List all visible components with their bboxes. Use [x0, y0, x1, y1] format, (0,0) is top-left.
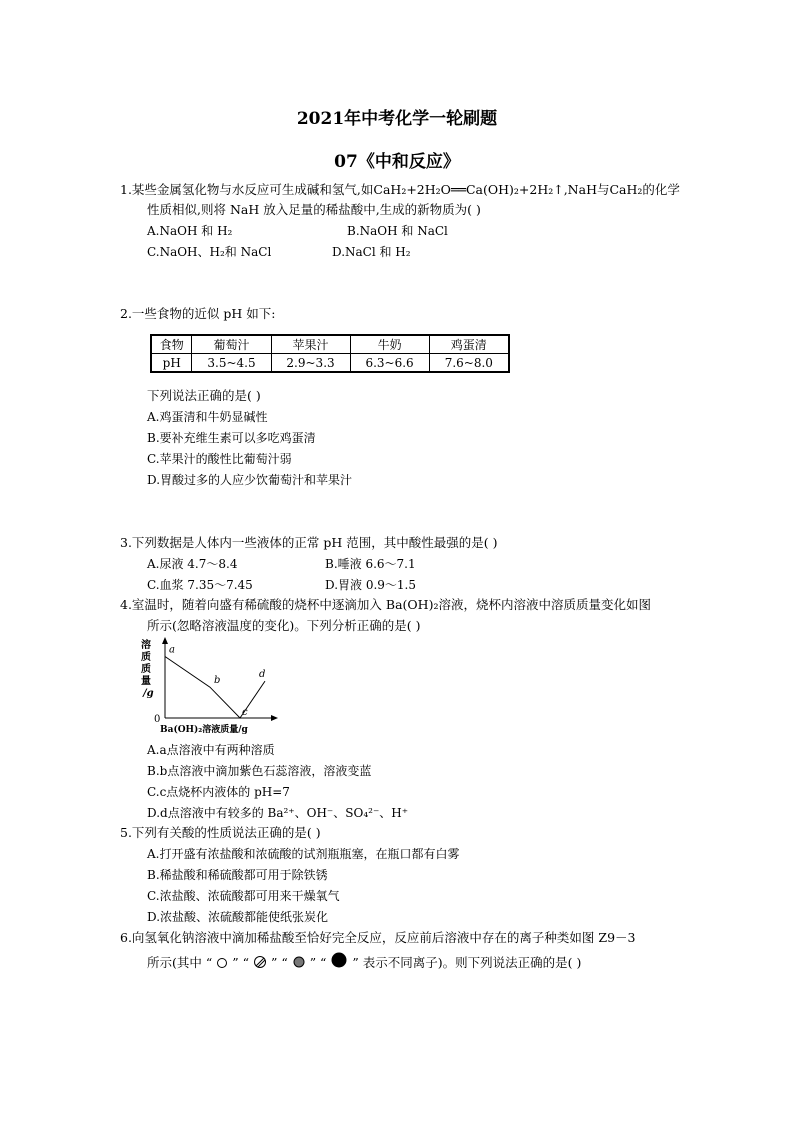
table-cell: 葡萄汁: [192, 335, 271, 354]
page-title: 2021年中考化学一轮刷题: [296, 109, 498, 129]
gray-circle-icon: [292, 955, 306, 969]
ph-table-value-row: [151, 354, 509, 373]
table-cell: 6.3~6.6: [350, 354, 429, 373]
q2-option-c: C.苹果汁的酸性比葡萄汁弱: [147, 452, 292, 466]
q6-line2: [147, 951, 581, 971]
page-subtitle: 07《中和反应》: [334, 152, 460, 172]
table-cell: 食物: [151, 335, 192, 354]
q4-line2: 所示(忽略溶液温度的变化)。下列分析正确的是( ): [147, 618, 421, 633]
q3-option-c: C.血浆 7.35～7.45: [147, 578, 253, 592]
q1-option-c: C.NaOH、H₂和 NaCl: [147, 245, 272, 259]
y-axis-label-5: /g: [143, 688, 154, 699]
q6-text-a: 所示(其中 “: [147, 955, 213, 970]
q3-option-b: B.唾液 6.6～7.1: [325, 557, 416, 571]
q3-stem: 3.下列数据是人体内一些液体的正常 pH 范围，其中酸性最强的是( ): [120, 535, 498, 550]
table-cell: 苹果汁: [271, 335, 350, 354]
series-line: [165, 657, 265, 719]
q6-text-e: ” 表示不同离子)。则下列说法正确的是( ): [352, 955, 582, 970]
black-circle-icon: [330, 951, 348, 969]
q2-stem: 2.一些食物的近似 pH 如下:: [120, 306, 276, 321]
q5-option-b: B.稀盐酸和稀硫酸都可用于除铁锈: [147, 868, 328, 882]
q4-option-c: C.c点烧杯内液体的 pH=7: [147, 785, 290, 799]
ph-table-header-row: [151, 335, 509, 354]
q1-option-a: A.NaOH 和 H₂: [147, 224, 233, 238]
point-label-d: d: [259, 669, 266, 681]
y-axis-label-1: 溶: [141, 640, 151, 651]
y-axis-label-3: 质: [141, 664, 151, 675]
q4-option-d: D.d点溶液中有较多的 Ba²⁺、OH⁻、SO₄²⁻、H⁺: [147, 806, 409, 820]
q1-line2: 性质相似,则将 NaH 放入足量的稀盐酸中,生成的新物质为( ): [147, 202, 481, 217]
y-axis-arrow: [162, 637, 168, 644]
y-axis-label-2: 质: [141, 652, 151, 663]
q5-option-c: C.浓盐酸、浓硫酸都可用来干燥氧气: [147, 889, 340, 903]
q5-option-a: A.打开盛有浓盐酸和浓硫酸的试剂瓶瓶塞，在瓶口都有白雾: [147, 847, 460, 861]
point-label-b: b: [214, 675, 221, 687]
q2-option-d: D.胃酸过多的人应少饮葡萄汁和苹果汁: [147, 473, 353, 487]
point-label-c: c: [242, 707, 248, 718]
x-axis-arrow: [271, 715, 278, 721]
q6-text-c: ” “: [270, 955, 288, 970]
q2-option-a: A.鸡蛋清和牛奶显碱性: [147, 410, 268, 424]
q3-option-d: D.胃液 0.9～1.5: [325, 578, 416, 592]
q6-text-d: ” “: [309, 955, 327, 970]
solute-mass-chart: [140, 636, 280, 736]
slashed-circle-icon: [253, 955, 267, 969]
q1-line1: 1.某些金属氢化物与水反应可生成碱和氢气,如CaH₂+2H₂O══Ca(OH)₂+2H₂↑,NaH与CaH₂的化学: [120, 182, 680, 197]
ph-table: [150, 334, 510, 373]
q4-line1: 4.室温时，随着向盛有稀硫酸的烧杯中逐滴加入 Ba(OH)₂溶液，烧杯内溶液中溶质质量变化如图: [120, 597, 651, 612]
q2-question: 下列说法正确的是( ): [147, 388, 261, 403]
x-axis-label: Ba(OH)₂溶液质量/g: [160, 725, 248, 735]
q1-option-b: B.NaOH 和 NaCl: [347, 224, 448, 238]
table-cell: 鸡蛋清: [429, 335, 509, 354]
q6-line1: 6.向氢氧化钠溶液中滴加稀盐酸至恰好完全反应，反应前后溶液中存在的离子种类如图 Z9－3: [120, 930, 636, 945]
q4-option-a: A.a点溶液中有两种溶质: [147, 743, 275, 757]
table-cell: 2.9~3.3: [271, 354, 350, 373]
hollow-circle-icon: [216, 957, 228, 969]
table-cell: pH: [151, 354, 192, 373]
q5-stem: 5.下列有关酸的性质说法正确的是( ): [120, 825, 321, 840]
q2-option-b: B.要补充维生素可以多吃鸡蛋清: [147, 431, 316, 445]
q4-option-b: B.b点溶液中滴加紫色石蕊溶液，溶液变蓝: [147, 764, 372, 778]
q1-option-d: D.NaCl 和 H₂: [332, 245, 411, 259]
y-axis-label-4: 量: [141, 676, 151, 687]
point-label-a: a: [169, 644, 175, 656]
origin-label: 0: [154, 714, 161, 725]
q3-option-a: A.尿液 4.7～8.4: [147, 557, 238, 571]
q5-option-d: D.浓盐酸、浓硫酸都能使纸张炭化: [147, 910, 329, 924]
table-cell: 7.6~8.0: [429, 354, 509, 373]
point-labels: [169, 645, 265, 719]
table-cell: 牛奶: [350, 335, 429, 354]
q6-text-b: ” “: [232, 955, 249, 970]
table-cell: 3.5~4.5: [192, 354, 271, 373]
